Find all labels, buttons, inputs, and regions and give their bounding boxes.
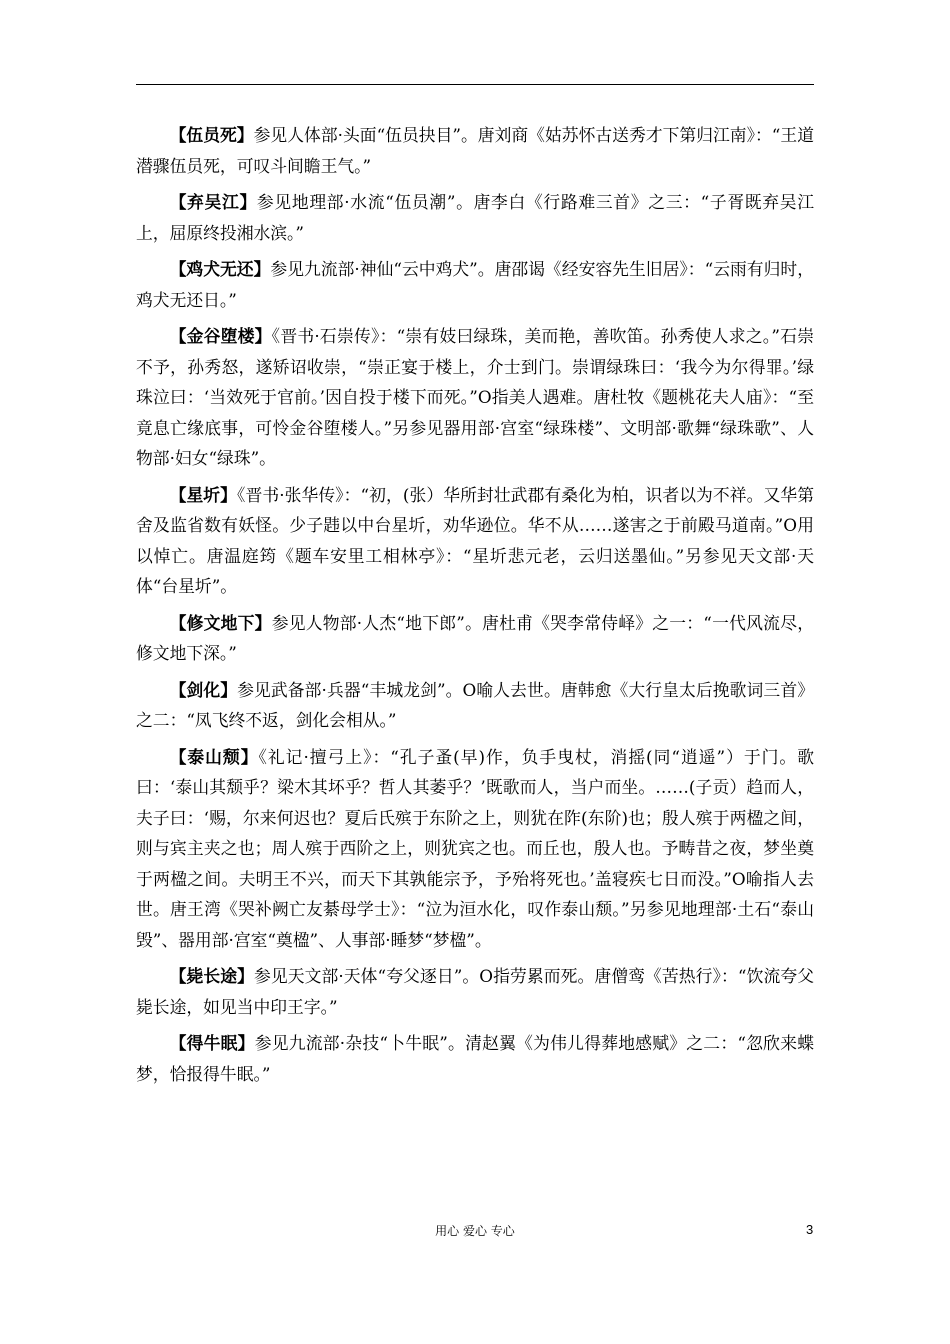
entry-text: 参见天文部·天体“夸父逐日”。O指劳累而死。唐僧鸾《苦热行》：“饮流夸父毙长途，如见当中印王字。” xyxy=(136,966,814,1017)
entry-term: 【弃吴江】 xyxy=(169,192,257,212)
entry-bichangtu xyxy=(136,961,814,1022)
entry-term: 【星圻】 xyxy=(169,484,238,505)
entry-term: 【鸡犬无还】 xyxy=(169,259,271,279)
entry-jinguduolou xyxy=(136,321,814,474)
entry-text: 《晋书·张华传》：“初，(张）华所封壮武郡有桑化为柏，识者以为不祥。又华第舍及监省数有妖怪。少子韪以中台星圻，劝华逊位。华不从……遂害之于前殿马道南。”O用以悼亡。唐温庭筠《题车安里工相林亭》：“星圻悲元老，云归送墨仙。”另参见天文部·天体“台星圻”。 xyxy=(136,484,814,596)
entry-text: 参见九流部·杂技“卜牛眠”。清赵翼《为伟儿得葬地感赋》之二：“忽欣来蝶梦，恰报得牛眠。” xyxy=(136,1033,814,1084)
entry-jianhua xyxy=(136,675,814,736)
entry-wuyuansi xyxy=(136,120,814,181)
entry-xiuwendixia xyxy=(136,608,814,669)
entry-term: 【伍员死】 xyxy=(169,125,254,145)
entry-deniumian xyxy=(136,1028,814,1089)
entry-text: 参见武备部·兵器“丰城龙剑”。O喻人去世。唐韩愈《大行皇太后挽歌词三首》之二：“凤飞终不返，剑化会相从。” xyxy=(136,679,814,730)
page-number: 3 xyxy=(806,1222,814,1237)
entry-term: 【修文地下】 xyxy=(169,612,272,633)
entry-xingqi xyxy=(136,480,814,602)
entry-term: 【剑化】 xyxy=(169,679,238,700)
footer-slogan: 用心 爱心 专心 xyxy=(435,1224,515,1238)
entry-text: 《礼记·擅弓上》：“孔子蚤(早)作，负手曳杖，消摇(同“逍遥”）于门。歌曰：‘泰山其颓乎？梁木其坏乎？哲人其萎乎？’既歌而人，当户而坐。……(子贡）趋而人，夫子曰：‘赐，尔来何迟也？夏后氏殡于东阶之上，则犹在阼(东阶)也；殷人殡于两楹之间，则与宾主夹之也；周人殡于西阶之上，则犹宾之也。而丘也，殷人也。予畴昔之夜，梦坐奠于两楹之间。夫明王不兴，而天下其孰能宗予，予殆将死也。’盖寝疾七日而没。”O喻指人去世。唐王湾《哭补阙亡友綦母学士》：“泣为洹水化，叹作泰山颓。”另参见地理部·土石“泰山毁”、器用部·宫室“奠楹”、人事部·睡梦“梦楹”。 xyxy=(136,746,814,950)
entry-text: 《晋书·石崇传》：“崇有妓曰绿珠，美而艳，善吹笛。孙秀使人求之。”石崇不予，孙秀怒，遂矫诏收崇，“崇正宴于楼上，介士到门。崇谓绿珠曰：‘我今为尔得罪。’绿珠泣曰：‘当效死于官前。’因自投于楼下而死。”O指美人遇难。唐杜牧《题桃花夫人庙》：“至竟息亡缘底事，可怜金谷堕楼人。”另参见器用部·宫室“绿珠楼”、文明部·歌舞“绿珠歌”、人物部·妇女“绿珠”。 xyxy=(136,326,815,468)
entry-qiwujiang xyxy=(136,187,814,248)
header-rule xyxy=(136,84,814,85)
entry-text: 参见地理部·水流“伍员潮”。唐李白《行路难三首》之三：“子胥既弃吴江上，屈原终投湘水滨。” xyxy=(136,192,814,243)
entry-term: 【泰山颓】 xyxy=(169,746,259,767)
entry-jiquanwuhuan xyxy=(136,254,814,315)
entry-term: 【得牛眠】 xyxy=(169,1033,255,1053)
entry-text: 参见人物部·人杰“地下郎”。唐杜甫《哭李常侍峄》之一：“一代风流尽，修文地下深。” xyxy=(136,612,814,663)
document-body xyxy=(136,120,814,1095)
entry-taishantui xyxy=(136,742,814,956)
entry-text: 参见人体部·头面“伍员抉目”。唐刘商《姑苏怀古送秀才下第归江南》：“王道潜骤伍员死，可叹斗间瞻王气。” xyxy=(136,125,814,176)
entry-text: 参见九流部·神仙“云中鸡犬”。唐邵谒《经安容先生旧居》：“云雨有归时，鸡犬无还日。” xyxy=(136,259,814,310)
entry-term: 【毙长途】 xyxy=(169,966,254,986)
entry-term: 【金谷堕楼】 xyxy=(169,326,272,346)
